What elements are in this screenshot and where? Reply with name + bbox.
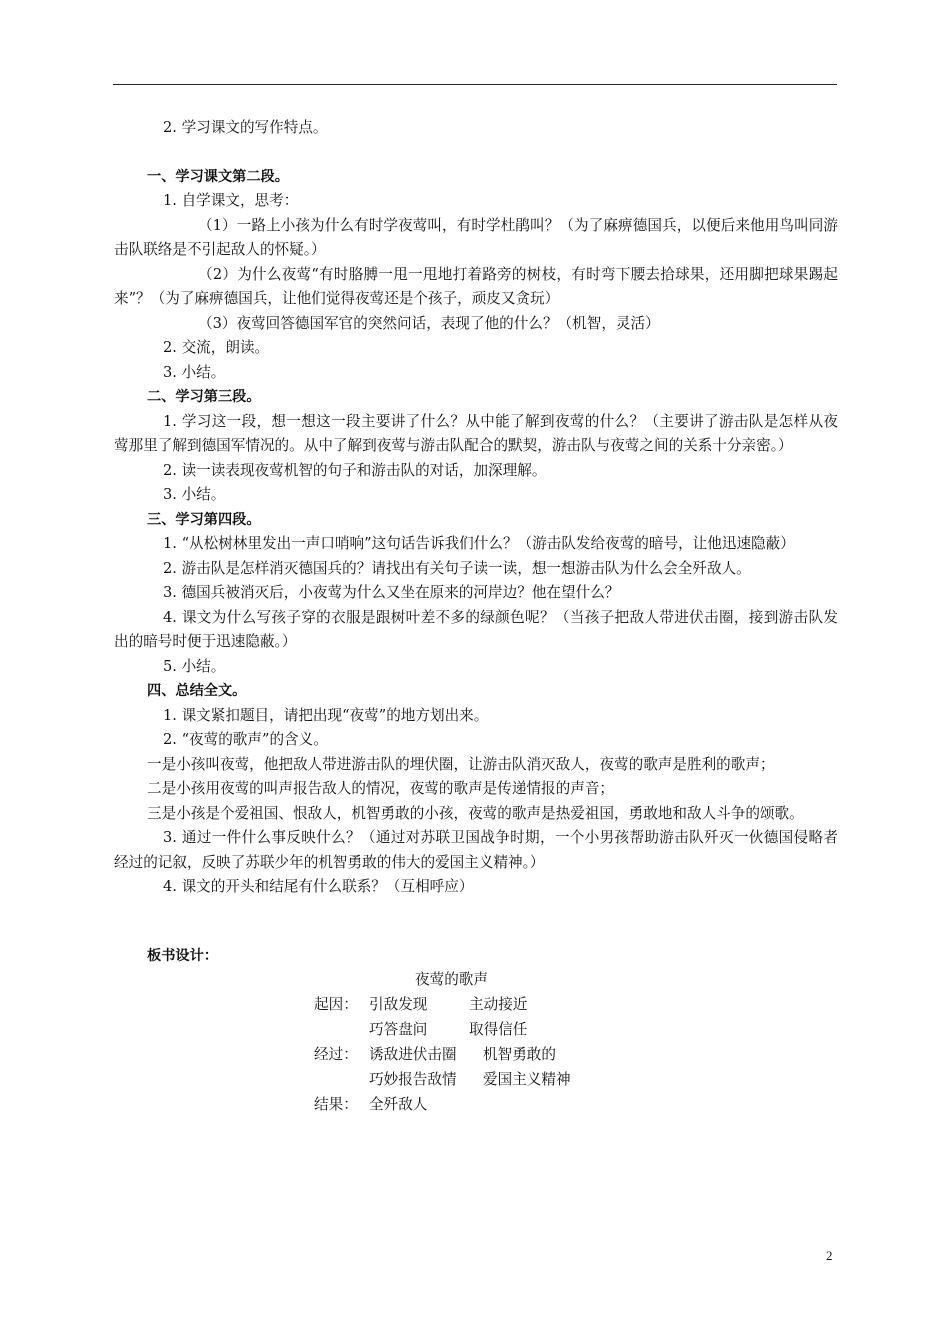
question-line: 5. 小结。 xyxy=(163,657,226,675)
question-line: （1）一路上小孩为什么有时学夜莺叫，有时学杜鹃叫？（为了麻痹德国兵，以便后来他用鸟叫同游击队联络是不引起敌人的怀疑。） xyxy=(114,216,838,258)
question-line: 3. 通过一件什么事反映什么？（通过对苏联卫国战争时期，一个小男孩帮助游击队歼灭一伙德国侵略者经过的记叙，反映了苏联少年的机智勇敢的伟大的爱国主义精神。） xyxy=(114,829,838,871)
meaning-line: 三是小孩是个爱祖国、恨敌人，机智勇敢的小孩，夜莺的歌声是热爱祖国，勇敢地和敌人斗争的颂歌。 xyxy=(147,804,804,822)
question-line: 4. 课文的开头和结尾有什么联系？（互相呼应） xyxy=(163,878,474,895)
section-heading: 一、学习课文第二段。 xyxy=(147,168,289,185)
section-heading: 二、学习第三段。 xyxy=(147,389,261,405)
meaning-line: 一是小孩叫夜莺，他把敌人带进游击队的埋伏圈，让游击队消灭敌人，夜莺的歌声是胜利的歌声； xyxy=(147,755,775,773)
question-line: 1. “从松树林里发出一声口哨响”这句话告诉我们什么？（游击队发给夜莺的暗号，让他迅速隐蔽） xyxy=(163,535,795,552)
document-body xyxy=(114,116,838,1118)
section-heading: 四、总结全文。 xyxy=(147,683,247,699)
page-number: 2 xyxy=(826,1248,833,1263)
question-line: 3. 小结。 xyxy=(163,486,226,503)
board-row: 巧妙报告敌情 爱国主义精神 xyxy=(369,1071,571,1088)
question-line: 3. 小结。 xyxy=(163,363,226,381)
header-rule xyxy=(113,84,837,85)
board-row: 巧答盘问 取得信任 xyxy=(369,1021,528,1038)
question-line: 3. 德国兵被消灭后，小夜莺为什么又坐在原来的河岸边？他在望什么？ xyxy=(163,584,620,601)
question-line: （2）为什么夜莺“有时胳膊一甩一甩地打着路旁的树枝，有时弯下腰去拾球果，还用脚把球果踢起来”？（为了麻痹德国兵，让他们觉得夜莺还是个孩子，顽皮又贪玩） xyxy=(114,265,838,307)
board-row: 结果： 全歼敌人 xyxy=(314,1096,428,1113)
question-line: 1. 课文紧扣题目，请把出现“夜莺”的地方划出来。 xyxy=(163,706,489,724)
question-line: 1. 自学课文，思考： xyxy=(163,192,299,209)
meaning-line: 二是小孩用夜莺的叫声报告敌人的情况，夜莺的歌声是传递情报的声音； xyxy=(147,780,615,797)
question-line: 1. 学习这一段，想一想这一段主要讲了什么？从中能了解到夜莺的什么？（主要讲了游击队是怎样从夜莺那里了解到德国军情况的。从中了解到夜莺与游击队配合的默契，游击队与夜莺之间的关系十分亲密。） xyxy=(114,412,838,454)
question-line: 2. 交流，朗读。 xyxy=(163,339,270,356)
question-line: 4. 课文为什么写孩子穿的衣服是跟树叶差不多的绿颜色呢？（当孩子把敌人带进伏击圈，接到游击队发出的暗号时便于迅速隐蔽。） xyxy=(114,608,838,650)
board-title: 夜莺的歌声 xyxy=(415,971,488,988)
board-row: 经过： 诱敌进伏击圈 机智勇敢的 xyxy=(314,1046,556,1063)
board-row: 起因： 引敌发现 主动接近 xyxy=(314,996,528,1013)
question-line: （3）夜莺回答德国军官的突然问话，表现了他的什么？（机智，灵活） xyxy=(198,314,660,332)
question-line: 2. “夜莺的歌声”的含义。 xyxy=(163,731,328,748)
question-line: 2. 游击队是怎样消灭德国兵的？请找出有关句子读一读，想一想游击队为什么会全歼敌人。 xyxy=(163,559,751,577)
board-design xyxy=(114,968,838,1118)
intro-line: 2. 学习课文的写作特点。 xyxy=(163,119,328,136)
board-heading: 板书设计： xyxy=(147,947,218,964)
question-line: 2. 读一读表现夜莺机智的句子和游击队的对话，加深理解。 xyxy=(163,461,547,479)
section-heading: 三、学习第四段。 xyxy=(147,511,261,528)
